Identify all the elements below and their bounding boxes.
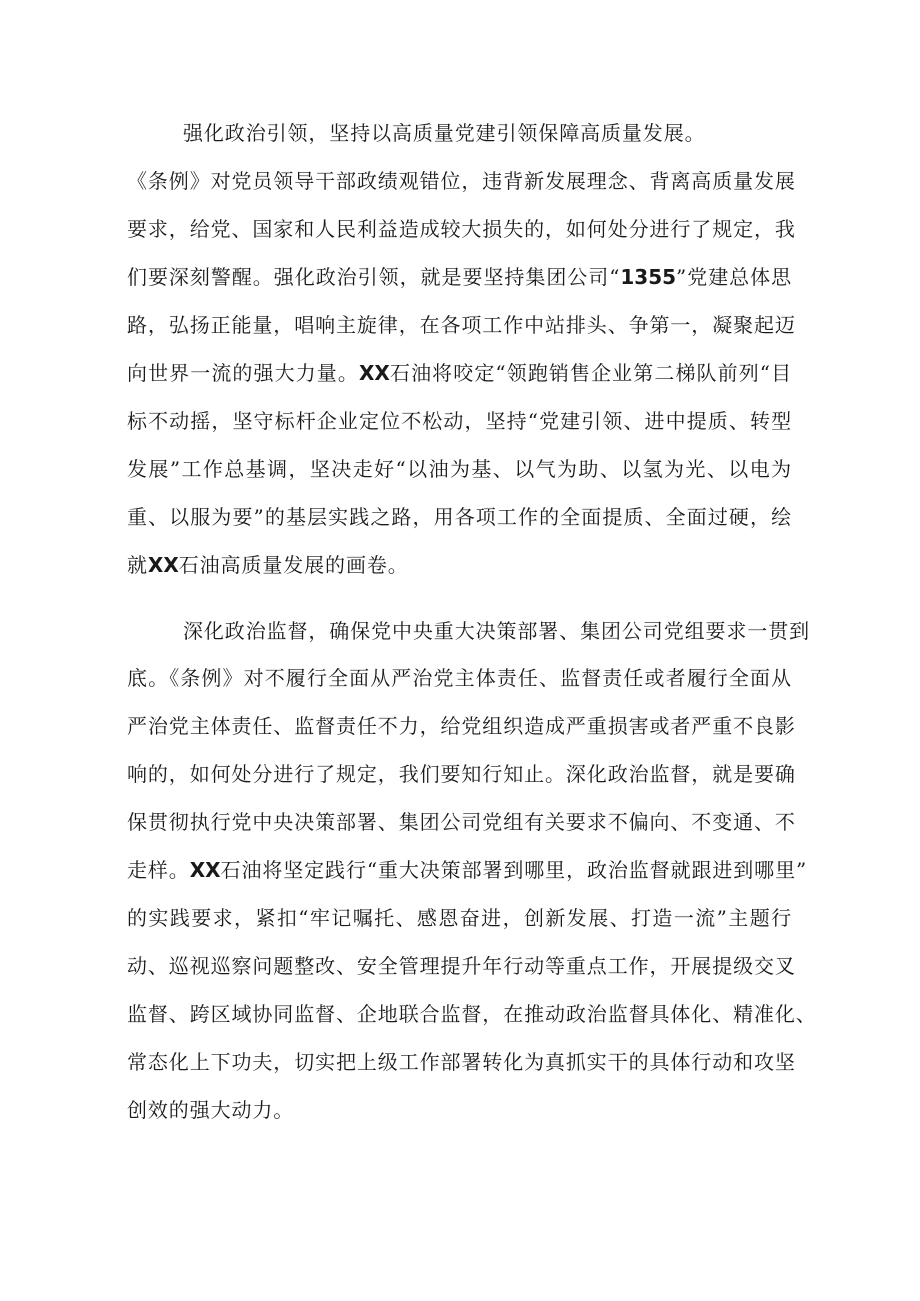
paragraph-line: 深化政治监督，确保党中央重大决策部署、集团公司党组要求一贯到 bbox=[183, 619, 810, 643]
paragraph-line: 严治党主体责任、监督责任不力，给党组织造成严重损害或者严重不良影 bbox=[127, 714, 796, 738]
paragraph-line: 要求，给党、国家和人民利益造成较大损失的，如何处分进行了规定，我 bbox=[127, 217, 796, 241]
paragraph-line: 动、巡视巡察问题整改、安全管理提升年行动等重点工作，开展提级交叉 bbox=[127, 954, 796, 978]
paragraph-line: 监督、跨区域协同监督、企地联合监督，在推动政治监督具体化、精准化、 bbox=[127, 1002, 817, 1026]
paragraph-line: 标不动摇，坚守标杆企业定位不松动，坚持“党建引领、进中提质、转型 bbox=[127, 409, 792, 433]
paragraph-line: 向世界一流的强大力量。XX石油将咬定“领跑销售企业第二梯队前列“目 bbox=[127, 361, 793, 385]
paragraph-line: 路，弘扬正能量，唱响主旋律，在各项工作中站排头、争第一，凝聚起迈 bbox=[127, 313, 796, 337]
paragraph-line: 保贯彻执行党中央决策部署、集团公司党组有关要求不偏向、不变通、不 bbox=[127, 810, 796, 834]
paragraph-line: 响的，如何处分进行了规定，我们要知行知止。深化政治监督，就是要确 bbox=[127, 762, 796, 786]
paragraph-line: 们要深刻警醒。强化政治引领，就是要坚持集团公司“1355”党建总体思 bbox=[127, 265, 793, 289]
paragraph-line: 《条例》对党员领导干部政绩观错位，违背新发展理念、背离高质量发展 bbox=[127, 169, 796, 193]
paragraph-line: 常态化上下功夫，切实把上级工作部署转化为真抓实干的具体行动和攻坚 bbox=[127, 1050, 796, 1074]
paragraph-line: 的实践要求，紧扣“牢记嘱托、感恩奋进，创新发展、打造一流”主题行 bbox=[127, 906, 792, 930]
paragraph-line: 重、以服为要”的基层实践之路，用各项工作的全面提质、全面过硬，绘 bbox=[127, 505, 792, 529]
paragraph-line: 创效的强大动力。 bbox=[127, 1098, 295, 1122]
paragraph-line: 强化政治引领，坚持以高质量党建引领保障高质量发展。 bbox=[183, 121, 706, 145]
paragraph-line: 就XX石油高质量发展的画卷。 bbox=[127, 553, 409, 577]
paragraph-line: 走样。XX石油将坚定践行“重大决策部署到哪里，政治监督就跟进到哪里” bbox=[127, 858, 808, 882]
paragraph-line: 底。《条例》对不履行全面从严治党主体责任、监督责任或者履行全面从 bbox=[127, 666, 792, 690]
paragraph-line: 发展”工作总基调，坚决走好“以油为基、以气为助、以氢为光、以电为 bbox=[127, 457, 792, 481]
